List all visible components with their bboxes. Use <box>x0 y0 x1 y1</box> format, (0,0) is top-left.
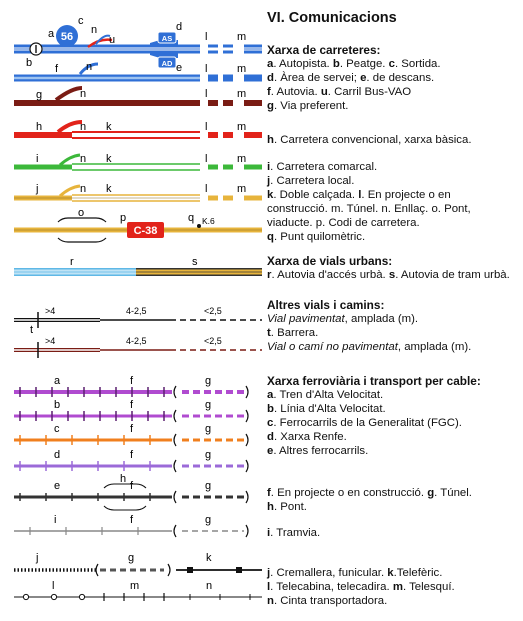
legend-line: k. Doble calçada. l. En projecte o en <box>267 189 451 201</box>
rail-symbols <box>14 375 262 601</box>
tunnel-bracket-icon <box>246 460 248 472</box>
rail-label: g <box>205 514 212 526</box>
svg-text:r: r <box>70 256 74 268</box>
svg-text:h: h <box>36 121 43 133</box>
label-b: b <box>26 57 33 69</box>
symbol-vial-pavimentat <box>14 306 262 336</box>
rail-label: d <box>54 449 61 461</box>
symbol-carretera-comarcal <box>14 153 262 170</box>
legend-line: Xarxa ferroviària i transport per cable: <box>267 374 481 388</box>
rail-label: l <box>52 580 55 592</box>
legend-line: r. Autovia d'accés urbà. s. Autovia de tram urbà. <box>267 269 510 281</box>
legend-line: d. Àrea de servei; e. de descans. <box>267 72 435 84</box>
svg-text:n: n <box>80 183 87 195</box>
legend-line: Xarxa de carreteres: <box>267 43 381 57</box>
rail-label: a <box>54 375 61 387</box>
km-point-icon <box>197 224 201 228</box>
legend-line: f. Autovia. u. Carril Bus-VAO <box>267 86 412 98</box>
svg-text:s: s <box>192 256 198 268</box>
label-d: d <box>176 21 183 33</box>
svg-text:l: l <box>205 88 208 100</box>
legend-line: q. Punt quilomètric. <box>267 231 366 243</box>
symbol-vials-urbans <box>14 256 262 272</box>
svg-text:n: n <box>80 153 87 165</box>
rail-label: g <box>205 480 212 492</box>
tunnel-bracket-icon <box>246 525 248 537</box>
rail-label: g <box>205 399 212 411</box>
legend-line: Vial pavimentat, amplada (m). <box>267 313 419 325</box>
rail-label: f <box>130 480 134 492</box>
legend-line: j. Carretera local. <box>267 175 355 187</box>
label-l: l <box>205 31 208 43</box>
rail-label: f <box>130 514 134 526</box>
rail-label: f <box>130 399 134 411</box>
svg-text:AS: AS <box>161 34 173 43</box>
legend-line: Altres vials i camins: <box>267 298 385 312</box>
svg-text:m: m <box>237 153 247 165</box>
tunnel-bracket-icon <box>174 434 176 446</box>
svg-text:i: i <box>36 153 39 165</box>
svg-text:n: n <box>80 88 87 100</box>
section-title: VI. Comunicacions <box>267 10 397 26</box>
svg-text:j: j <box>36 183 39 195</box>
svg-text:<2,5: <2,5 <box>204 336 222 346</box>
legend-line: viaducte. p. Codi de carretera. <box>267 217 420 229</box>
tunnel-bracket-icon <box>168 564 170 576</box>
svg-text:l: l <box>205 63 208 75</box>
tunnel-bracket-icon <box>246 491 248 503</box>
legend-line: d. Xarxa Renfe. <box>267 431 347 443</box>
bridge-icon <box>104 506 146 510</box>
tunnel-bracket-icon <box>246 386 248 398</box>
rail-label: n <box>206 580 213 592</box>
svg-text:n: n <box>80 121 87 133</box>
rail-label: e <box>54 480 61 492</box>
legend-line: e. Altres ferrocarrils. <box>267 445 369 457</box>
svg-text:q: q <box>188 212 195 224</box>
svg-text:>4: >4 <box>45 306 56 316</box>
svg-text:4-2,5: 4-2,5 <box>126 306 147 316</box>
legend-line: construcció. m. Túnel. n. Enllaç. o. Pont, <box>267 203 471 215</box>
svg-text:AD: AD <box>161 59 173 68</box>
rail-label: g <box>205 423 212 435</box>
rail-label: h <box>120 473 127 485</box>
svg-text:k: k <box>106 121 112 133</box>
legend-line: f. En projecte o en construcció. g. Túnel. <box>267 487 472 499</box>
symbol-carretera-local <box>14 183 262 201</box>
svg-text:m: m <box>237 183 247 195</box>
svg-text:C-38: C-38 <box>133 225 158 237</box>
label-a: a <box>48 28 55 40</box>
tunnel-bracket-icon <box>174 491 176 503</box>
rail-label: g <box>128 552 135 564</box>
legend-line: h. Pont. <box>267 501 307 513</box>
svg-text:k: k <box>106 183 112 195</box>
symbol-autopista <box>14 15 262 74</box>
label-u: u <box>109 34 116 46</box>
label-n: n <box>91 24 98 36</box>
legend-line: j. Cremallera, funicular. k.Telefèric. <box>267 567 443 579</box>
legend-line: a. Autopista. b. Peatge. c. Sortida. <box>267 58 441 70</box>
svg-text:t: t <box>30 324 34 336</box>
legend-line: b. Línia d'Alta Velocitat. <box>267 403 386 415</box>
tunnel-bracket-icon <box>246 410 248 422</box>
svg-text:k: k <box>106 153 112 165</box>
rail-label: f <box>130 423 134 435</box>
cabin-icon <box>187 567 193 573</box>
symbol-via-preferent <box>14 88 262 103</box>
rail-label: g <box>205 449 212 461</box>
tunnel-bracket-icon <box>174 460 176 472</box>
svg-text:K.6: K.6 <box>202 216 215 226</box>
symbol-cami-no-pavimentat <box>14 336 262 358</box>
svg-text:m: m <box>237 88 247 100</box>
legend-line: Xarxa de vials urbans: <box>267 254 393 268</box>
rail-label: f <box>130 375 134 387</box>
rail-label: i <box>54 514 57 526</box>
svg-text:l: l <box>205 183 208 195</box>
legend-line: i. Tramvia. <box>267 527 321 539</box>
symbol-carretera-basica <box>14 121 262 138</box>
legend-line: l. Telecabina, telecadira. m. Telesquí. <box>267 581 455 593</box>
rail-label: g <box>205 375 212 387</box>
rail-label: k <box>206 552 212 564</box>
telecabina-icon <box>51 594 56 599</box>
tunnel-bracket-icon <box>174 386 176 398</box>
rail-label: m <box>130 580 140 592</box>
label-m: m <box>237 31 247 43</box>
legend-line: n. Cinta transportadora. <box>267 595 388 607</box>
svg-text:4-2,5: 4-2,5 <box>126 336 147 346</box>
label-n2: n <box>86 61 93 73</box>
svg-text:g: g <box>36 89 43 101</box>
symbol-pont-codi-km <box>14 207 262 242</box>
label-f: f <box>55 63 59 75</box>
svg-text:56: 56 <box>60 31 74 43</box>
telecabina-icon <box>79 594 84 599</box>
rail-label: j <box>36 552 39 564</box>
tunnel-bracket-icon <box>174 525 176 537</box>
tunnel-bracket-icon <box>174 410 176 422</box>
svg-text:l: l <box>205 153 208 165</box>
tunnel-bracket-icon <box>96 564 98 576</box>
legend-line: t. Barrera. <box>267 327 319 339</box>
legend-line: i. Carretera comarcal. <box>267 161 378 173</box>
svg-text:l: l <box>205 121 208 133</box>
label-e: e <box>176 62 183 74</box>
legend-line: c. Ferrocarrils de la Generalitat (FGC). <box>267 417 462 429</box>
svg-text:>4: >4 <box>45 336 56 346</box>
telecabina-icon <box>23 594 28 599</box>
cabin-icon <box>236 567 242 573</box>
symbol-autovia <box>14 61 262 78</box>
svg-text:p: p <box>120 212 127 224</box>
svg-text:o: o <box>78 207 85 219</box>
legend-line: Vial o camí no pavimentat, amplada (m). <box>267 341 472 353</box>
svg-text:m: m <box>237 63 247 75</box>
rail-label: f <box>130 449 134 461</box>
label-c: c <box>78 15 84 27</box>
rail-label: b <box>54 399 61 411</box>
legend-line: h. Carretera convencional, xarxa bàsica. <box>267 134 472 146</box>
svg-text:m: m <box>237 121 247 133</box>
legend-line: g. Via preferent. <box>267 100 349 112</box>
tunnel-bracket-icon <box>246 434 248 446</box>
rail-label: c <box>54 423 60 435</box>
svg-text:<2,5: <2,5 <box>204 306 222 316</box>
legend-line: a. Tren d'Alta Velocitat. <box>267 389 384 401</box>
